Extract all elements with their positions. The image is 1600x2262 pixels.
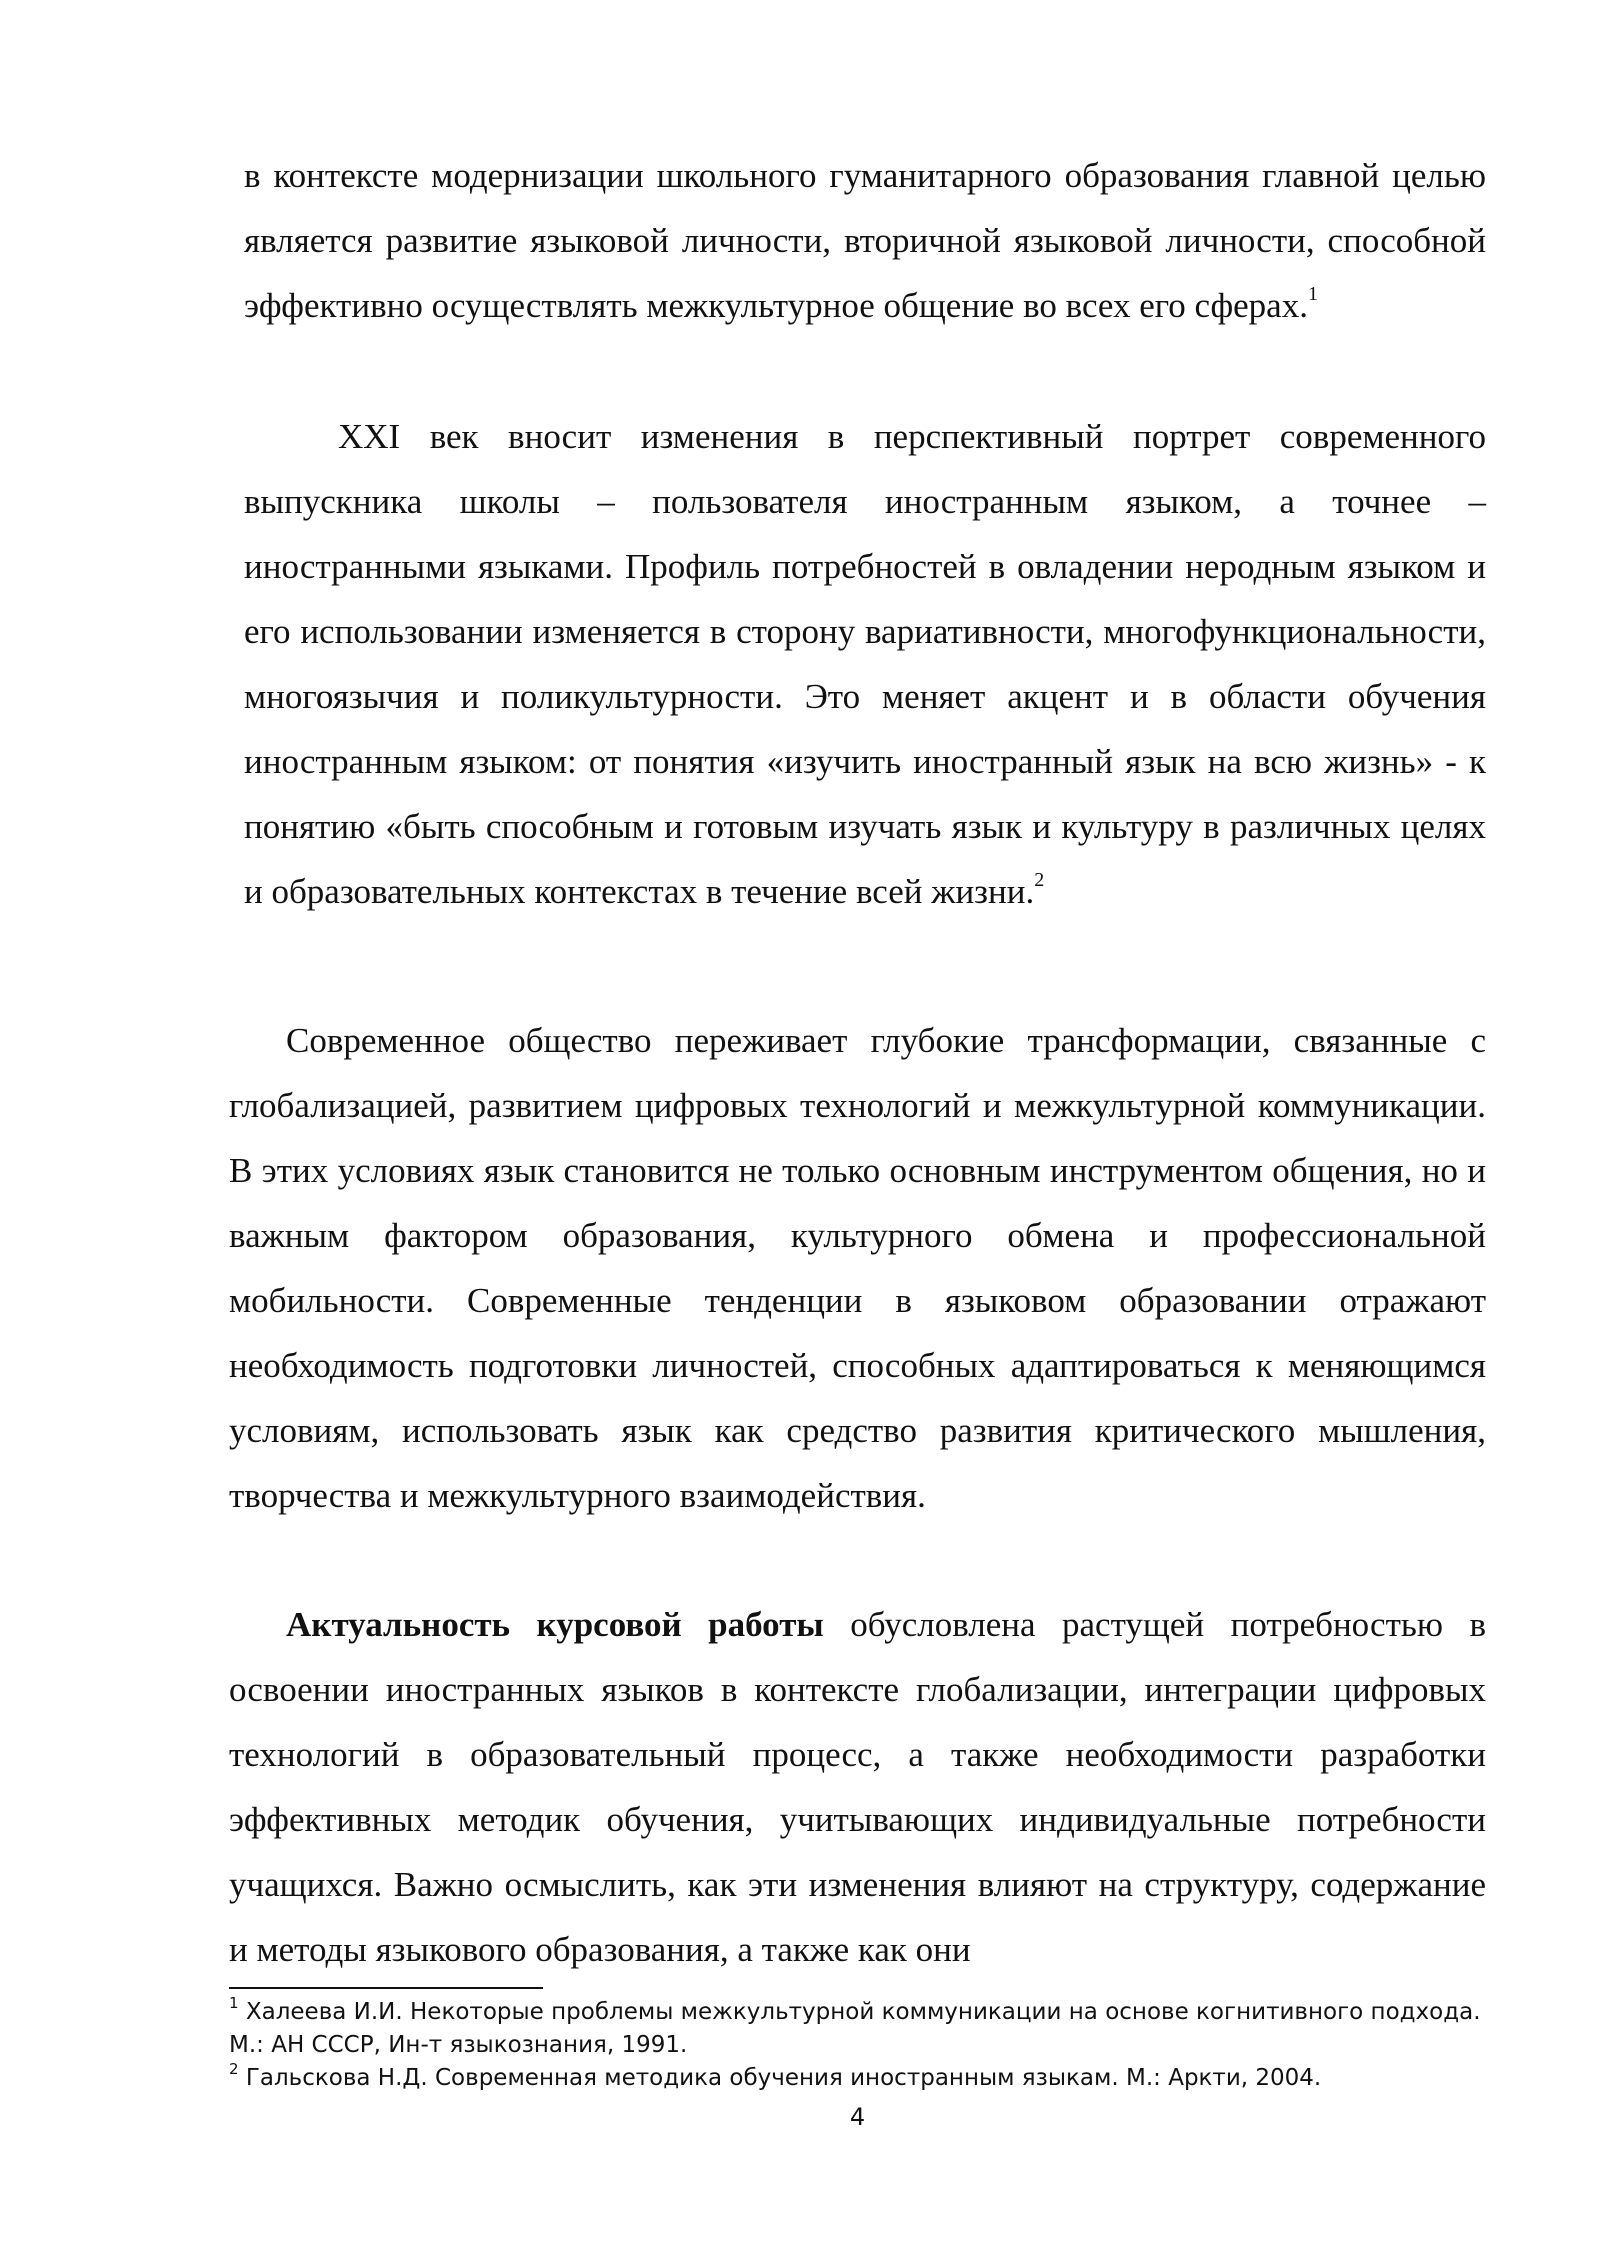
footnote-separator xyxy=(229,1987,543,1989)
footnotes xyxy=(229,1996,1486,2095)
footnote-2-number: 2 xyxy=(229,2060,239,2079)
paragraph-3 xyxy=(229,1008,1486,1528)
paragraph-2 xyxy=(244,404,1486,924)
footnote-1-number: 1 xyxy=(229,1994,239,2013)
paragraph-2-body: XXI век вносит изменения в перспективный портрет современного выпускника школы – пользователя иностранным языком, а точнее – иностранными языками. Профиль потребностей в овладении неродным языком и его использовании изменяется в сторону вариативности, многофункциональности, многоязычия и поликультурности. Это меняет акцент и в области обучения иностранным языком: от понятия «изучить иностранный язык на всю жизнь» - к понятию «быть способным и готовым изучать язык и культуру в различных целях и образовательных контекстах в течение всей жизни. xyxy=(244,417,1486,911)
page-number: 4 xyxy=(849,2103,866,2131)
paragraph-2-text xyxy=(244,404,1486,924)
footnote-2 xyxy=(229,2062,1486,2095)
relevance-heading: Актуальность курсовой работы xyxy=(286,1605,824,1644)
paragraph-3-text: Современное общество переживает глубокие трансформации, связанные с глобализацией, развитием цифровых технологий и межкультурной коммуникации. В этих условиях язык становится не только основным инструментом общения, но и важным фактором образования, культурного обмена и профессиональной мобильности. Современные тенденции в языковом образовании отражают необходимость подготовки личностей, способных адаптироваться к меняющимся условиям, использовать язык как средство развития критического мышления, творчества и межкультурного взаимодействия. xyxy=(229,1021,1486,1515)
paragraph-4-text xyxy=(229,1592,1486,1982)
paragraph-1-text xyxy=(244,143,1486,338)
footnote-2-text: Гальскова Н.Д. Современная методика обучения иностранным языкам. М.: Аркти, 2004. xyxy=(238,2065,1322,2091)
paragraph-4 xyxy=(229,1592,1486,1982)
paragraph-1 xyxy=(244,143,1486,338)
footnote-ref-1: 1 xyxy=(1307,283,1318,306)
footnote-1 xyxy=(229,1996,1486,2062)
footnote-1-text: Халеева И.И. Некоторые проблемы межкультурной коммуникации на основе когнитивного подхода. М.: АН СССР, Ин-т языкознания, 1991. xyxy=(229,1999,1481,2058)
footnote-ref-2: 2 xyxy=(1034,869,1045,892)
paragraph-1-body: в контексте модернизации школьного гуманитарного образования главной целью является развитие языковой личности, вторичной языковой личности, способной эффективно осуществлять межкультурное общение во всех его сферах. xyxy=(244,156,1486,325)
paragraph-4-body: обусловлена растущей потребностью в освоении иностранных языков в контексте глобализации, интеграции цифровых технологий в образовательный процесс, а также необходимости разработки эффективных методик обучения, учитывающих индивидуальные потребности учащихся. Важно осмыслить, как эти изменения влияют на структуру, содержание и методы языкового образования, а также как они xyxy=(229,1605,1486,1969)
